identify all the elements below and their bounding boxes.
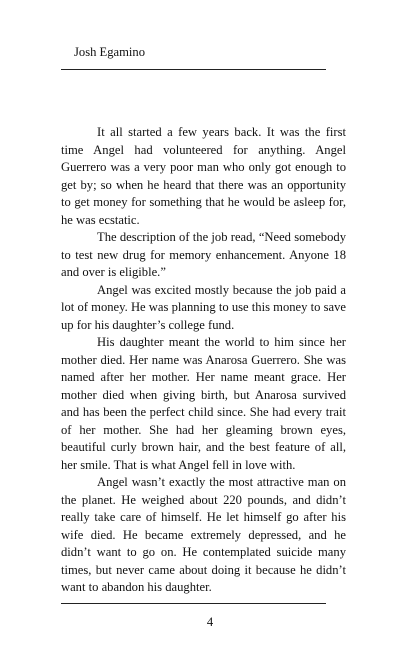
paragraph: His daughter meant the world to him since her mother died. Her name was Anarosa Guerrero. She was named after her mother. Her name meant grace. Her mother died when giving birth, but Anarosa survived and has been the perfect child since. She had every trait of her mother. She had her gleaming brown eyes, beautiful curly brown hair, and the best feature of all, her smile. That is what Angel fell in love with. xyxy=(61,335,346,472)
paragraph: Angel wasn’t exactly the most attractive man on the planet. He weighed about 220 pounds, and didn’t really take care of himself. He let himself go after his wife died. He became extremely depressed, and he didn’t want to go on. He contemplated suicide many times, but never came about doing it because he didn’t want to abandon his daughter. xyxy=(61,475,346,594)
running-header-author: Josh Egamino xyxy=(74,45,146,59)
paragraph: The description of the job read, “Need somebody to test new drug for memory enhancement. Anyone 18 and over is eligible.” xyxy=(61,230,346,279)
paragraph: Angel was excited mostly because the job paid a lot of money. He was planning to use this money to save up for his daughter’s college fund. xyxy=(61,282,346,332)
body-text xyxy=(61,124,346,597)
paragraph: It all started a few years back. It was the first time Angel had volunteered for anything. Angel Guerrero was a very poor man who only got enough to get by; so when he heard that there was an opportunity to get money for something that he would be asleep for, he was ecstatic. xyxy=(61,125,346,227)
footer-rule xyxy=(61,603,326,604)
header-rule xyxy=(61,69,326,70)
page-number: 4 xyxy=(206,615,214,629)
